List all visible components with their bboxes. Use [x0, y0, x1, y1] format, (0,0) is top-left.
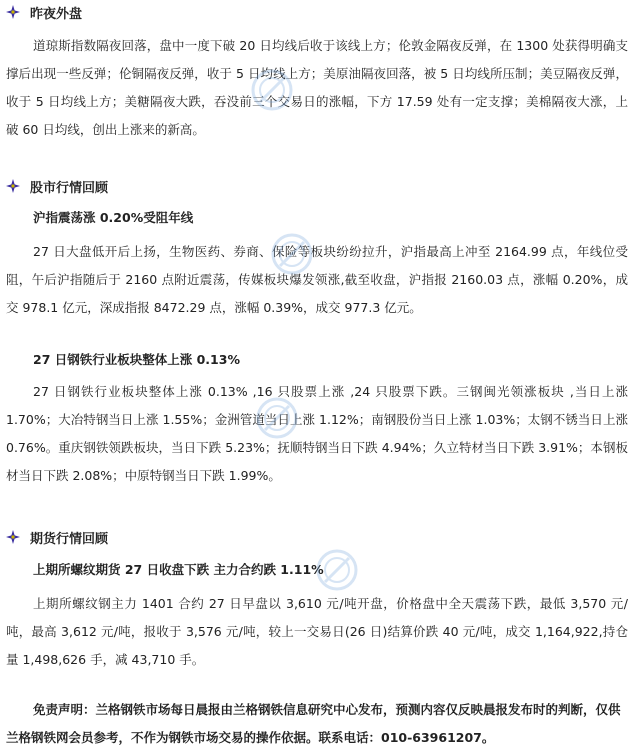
overseas-body: 道琼斯指数隔夜回落，盘中一度下破 20 日均线后收于该线上方；伦敦金隔夜反弹，在 1300 处获得明确支撑后出现一些反弹；伦铜隔夜反弹，收于 5 日均线上方；美原油隔夜回落，被 5 日均线所压制；美豆隔夜反弹，收于 5 日均线上方；美糖隔夜大跌，吞没前三个交易日的涨幅，下方 17.59 处有一定支撑；美棉隔夜大涨，上破 60 日均线，创出上涨来的新高。 [6, 38, 628, 137]
section-title-futures: 期货行情回顾 [30, 531, 109, 547]
lange-watermark-icon [255, 396, 299, 440]
stock-steel-body: 27 日钢铁行业板块整体上涨 0.13% ,16 只股票上涨 ,24 只股票下跌。三钢闽光领涨板块 ,当日上涨 1.70%；大冶特钢当日上涨 1.55%；金洲管道当日上涨 1.12%；南钢股份当日上涨 1.03%；太钢不锈当日上涨 0.76%。重庆钢铁领跌板块，当日下跌 5.23%；抚顺特钢当日下跌 4.94%；久立特材当日下跌 3.91%；本钢板材当日下跌 2.08%；中原特钢当日下跌 1.99%。 [6, 384, 628, 483]
section-title-overseas: 昨夜外盘 [30, 6, 83, 22]
section-title-stock: 股市行情回顾 [30, 180, 109, 196]
lange-watermark-icon [250, 68, 294, 112]
section-header-stock [6, 176, 108, 196]
diamond-star-bullet-icon [6, 179, 20, 193]
lange-watermark-icon [270, 232, 314, 276]
disclaimer-text: 免责声明：兰格钢铁市场每日晨报由兰格钢铁信息研究中心发布，预测内容仅反映晨报发布时的判断，仅供兰格钢铁网会员参考，不作为钢铁市场交易的操作依据。联系电话：010-63961207。 [6, 702, 621, 745]
section-header-futures [6, 527, 108, 547]
futures-subheading-rebar: 上期所螺纹期货 27 日收盘下跌 主力合约跌 1.11% [33, 562, 324, 577]
diamond-star-bullet-icon [6, 530, 20, 544]
lange-watermark-icon [315, 548, 359, 592]
diamond-star-bullet-icon [6, 5, 20, 19]
stock-subheading-steel: 27 日钢铁行业板块整体上涨 0.13% [33, 352, 240, 367]
stock-subheading-index: 沪指震荡涨 0.20%受阻年线 [33, 210, 194, 225]
section-header-overseas [6, 2, 82, 22]
stock-index-body: 27 日大盘低开后上扬，生物医药、券商、保险等板块纷纷拉升，沪指最高上冲至 2164.99 点，年线位受阻，午后沪指随后于 2160 点附近震荡，传媒板块爆发领涨,截至收盘，沪指报 2160.03 点，涨幅 0.20%，成交 978.1 亿元，深成指报 8472.29 点，涨幅 0.39%，成交 977.3 亿元。 [6, 244, 628, 315]
futures-rebar-body: 上期所螺纹钢主力 1401 合约 27 日早盘以 3,610 元/吨开盘，价格盘中全天震荡下跌，最低 3,570 元/吨，最高 3,612 元/吨，报收于 3,576 元/吨，较上一交易日(26 日)结算价跌 40 元/吨，成交 1,164,922,持仓量 1,498,626 手，减 43,710 手。 [6, 596, 628, 667]
